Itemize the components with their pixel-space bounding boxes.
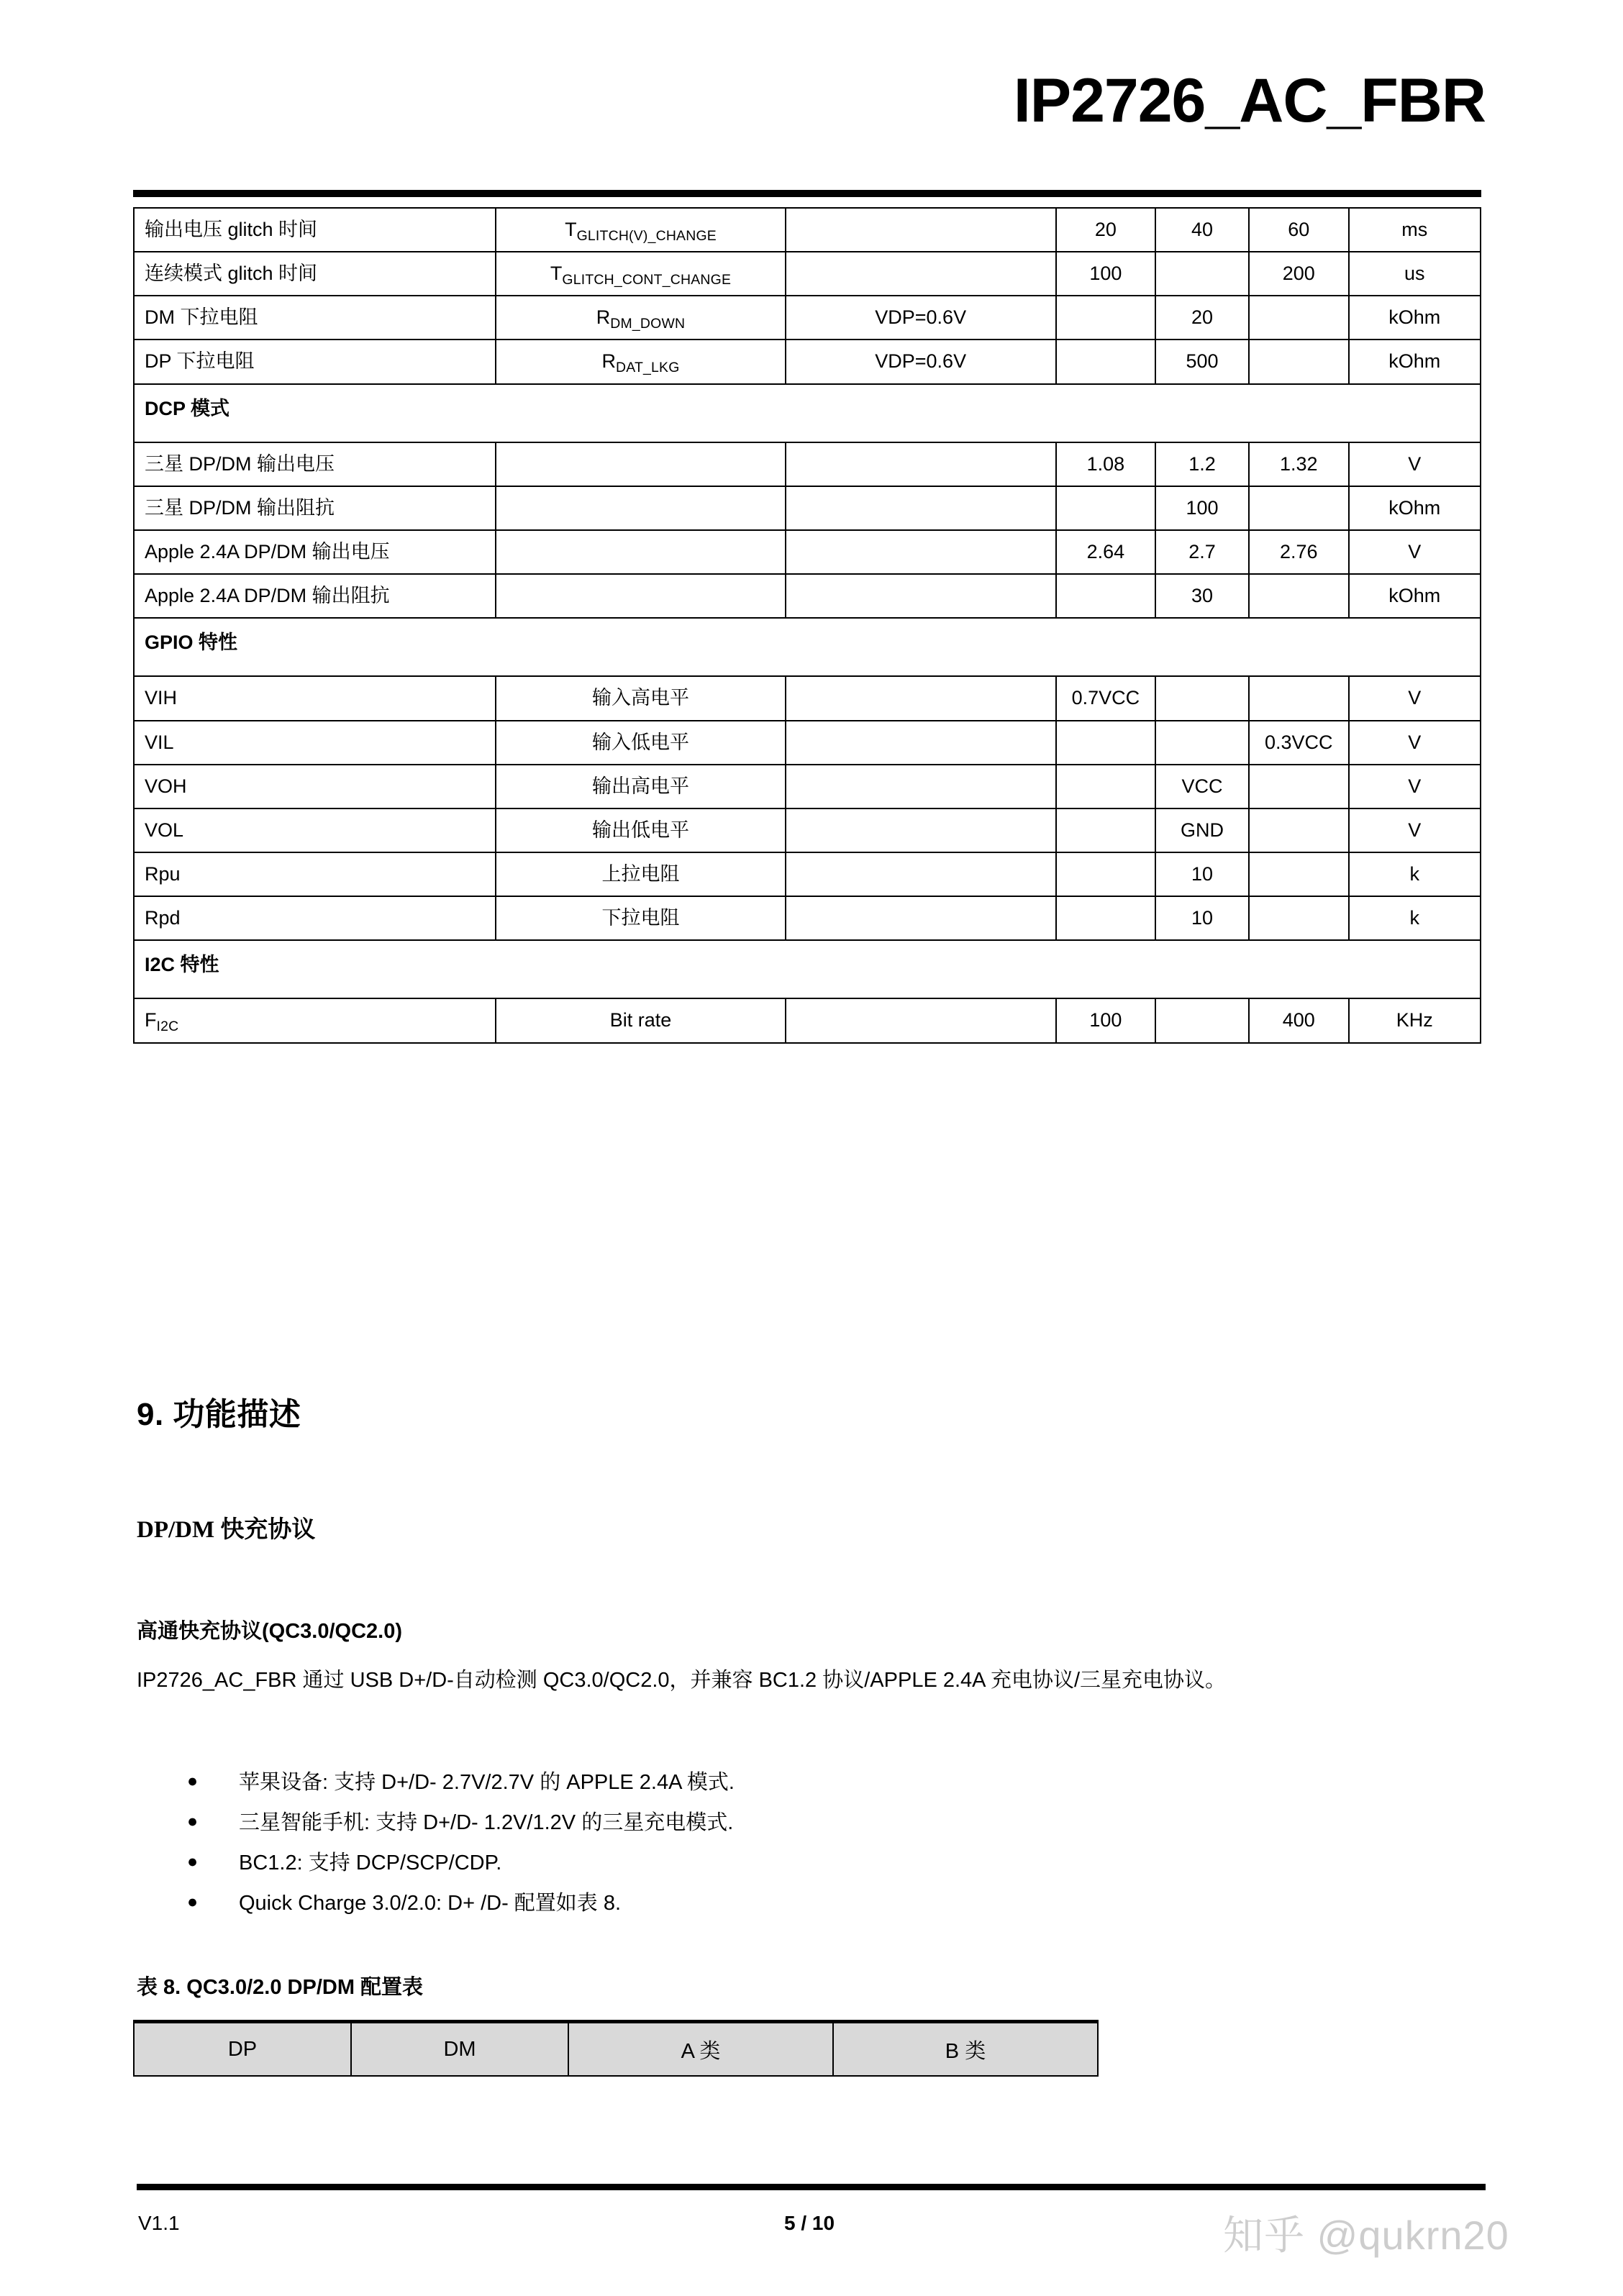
spec-table-row (134, 208, 1481, 252)
spec-unit: k (1349, 896, 1481, 940)
bullet-dot-icon: ● (187, 1851, 199, 1872)
spec-symbol: 下拉电阻 (496, 896, 786, 940)
spec-typ: 40 (1155, 208, 1249, 252)
spec-param-name: Apple 2.4A DP/DM 输出阻抗 (134, 574, 496, 618)
bullet-item (187, 1769, 1410, 1804)
header-rule (133, 190, 1481, 197)
spec-param-name: DM 下拉电阻 (134, 296, 496, 340)
spec-symbol (496, 340, 786, 383)
spec-unit: V (1349, 676, 1481, 720)
spec-min (1056, 852, 1156, 896)
spec-symbol (496, 530, 786, 574)
spec-symbol-subscript: DAT_LKG (615, 360, 680, 376)
spec-min (1056, 340, 1156, 383)
spec-condition (786, 442, 1056, 486)
spec-symbol-subscript: GLITCH_CONT_CHANGE (562, 271, 732, 288)
spec-max (1249, 852, 1349, 896)
spec-table-row (134, 998, 1481, 1042)
spec-symbol (496, 252, 786, 296)
spec-symbol: 输出低电平 (496, 808, 786, 852)
spec-max: 200 (1249, 252, 1349, 296)
spec-table-row (134, 442, 1481, 486)
spec-typ: 10 (1155, 852, 1249, 896)
spec-param-name: 输出电压 glitch 时间 (134, 208, 496, 252)
spec-table-row (134, 676, 1481, 720)
spec-table-row (134, 808, 1481, 852)
document-header (133, 68, 1486, 133)
bullet-text: Quick Charge 3.0/2.0: D+ /D- 配置如表 8. (239, 1892, 622, 1915)
spec-max: 60 (1249, 208, 1349, 252)
spec-typ (1155, 676, 1249, 720)
spec-typ: 2.7 (1155, 530, 1249, 574)
footer-version: V1.1 (138, 2212, 180, 2234)
spec-param-name: VIL (134, 721, 496, 765)
spec-table-row (134, 574, 1481, 618)
spec-param-name (134, 998, 496, 1042)
spec-min: 20 (1056, 208, 1156, 252)
spec-condition (786, 676, 1056, 720)
spec-max (1249, 765, 1349, 808)
spec-unit: k (1349, 852, 1481, 896)
spec-symbol-base: R (596, 306, 611, 329)
qc-table-header-cell: A 类 (568, 2022, 833, 2077)
spec-symbol (496, 296, 786, 340)
spec-symbol-subscript: GLITCH(V)_CHANGE (576, 227, 717, 244)
spec-table-row (134, 765, 1481, 808)
bullet-text: BC1.2: 支持 DCP/SCP/CDP. (239, 1851, 502, 1874)
spec-max: 1.32 (1249, 442, 1349, 486)
spec-param-name: VOL (134, 808, 496, 852)
spec-condition (786, 896, 1056, 940)
spec-typ: 1.2 (1155, 442, 1249, 486)
spec-section-label: I2C 特性 (134, 940, 1481, 998)
spec-symbol: Bit rate (496, 998, 786, 1042)
spec-min (1056, 296, 1156, 340)
bullet-text: 苹果设备: 支持 D+/D- 2.7V/2.7V 的 APPLE 2.4A 模式. (239, 1771, 735, 1794)
spec-table-row (134, 852, 1481, 896)
spec-typ (1155, 721, 1249, 765)
footer-page-number: 5 / 10 (783, 2212, 835, 2234)
qc-table-header-row (134, 2022, 1098, 2077)
spec-param-name: DP 下拉电阻 (134, 340, 496, 383)
section-heading-9: 9. 功能描述 (137, 1397, 301, 1432)
table8-caption: 表 8. QC3.0/2.0 DP/DM 配置表 (137, 1976, 424, 1999)
spec-unit: V (1349, 442, 1481, 486)
spec-condition (786, 574, 1056, 618)
spec-section-row (134, 384, 1481, 442)
spec-max (1249, 808, 1349, 852)
subheading-qc: 高通快充协议(QC3.0/QC2.0) (137, 1620, 402, 1643)
spec-symbol-subscript: DM_DOWN (610, 316, 686, 332)
spec-typ: 100 (1155, 486, 1249, 530)
spec-condition (786, 208, 1056, 252)
spec-param-name: VOH (134, 765, 496, 808)
spec-section-label: DCP 模式 (134, 384, 1481, 442)
spec-condition: VDP=0.6V (786, 340, 1056, 383)
footer-rule (137, 2184, 1486, 2190)
bullet-text: 三星智能手机: 支持 D+/D- 1.2V/1.2V 的三星充电模式. (239, 1811, 734, 1834)
feature-bullet-list (187, 1769, 1410, 1931)
qc-table-header-cell: B 类 (833, 2022, 1098, 2077)
spec-typ: 30 (1155, 574, 1249, 618)
spec-unit: kOhm (1349, 296, 1481, 340)
spec-min (1056, 896, 1156, 940)
spec-symbol: 输出高电平 (496, 765, 786, 808)
spec-table-body (134, 208, 1481, 1043)
spec-unit: V (1349, 721, 1481, 765)
spec-condition (786, 721, 1056, 765)
spec-typ: 500 (1155, 340, 1249, 383)
spec-unit: kOhm (1349, 340, 1481, 383)
spec-min (1056, 721, 1156, 765)
spec-param-name: 三星 DP/DM 输出阻抗 (134, 486, 496, 530)
spec-param-name: Apple 2.4A DP/DM 输出电压 (134, 530, 496, 574)
spec-unit: ms (1349, 208, 1481, 252)
spec-min: 100 (1056, 252, 1156, 296)
spec-unit: V (1349, 530, 1481, 574)
spec-condition (786, 852, 1056, 896)
spec-symbol-base: T (550, 263, 563, 285)
spec-max: 400 (1249, 998, 1349, 1042)
bullet-dot-icon: ● (187, 1771, 199, 1791)
spec-min: 2.64 (1056, 530, 1156, 574)
spec-table-row (134, 486, 1481, 530)
bullet-item (187, 1890, 1410, 1925)
spec-condition (786, 486, 1056, 530)
zhihu-watermark: 知乎 @qukrn20 (1223, 2213, 1509, 2258)
spec-min (1056, 486, 1156, 530)
electrical-spec-table (133, 207, 1481, 1044)
spec-param-name: Rpd (134, 896, 496, 940)
spec-param-name: Rpu (134, 852, 496, 896)
spec-min (1056, 574, 1156, 618)
spec-symbol-base: T (565, 219, 577, 240)
spec-min: 0.7VCC (1056, 676, 1156, 720)
spec-min (1056, 765, 1156, 808)
spec-condition (786, 530, 1056, 574)
spec-unit: kOhm (1349, 486, 1481, 530)
spec-section-label: GPIO 特性 (134, 618, 1481, 676)
spec-unit: V (1349, 765, 1481, 808)
spec-max (1249, 896, 1349, 940)
spec-symbol (496, 486, 786, 530)
spec-param-name-base: F (145, 1009, 157, 1031)
spec-condition (786, 765, 1056, 808)
qc-config-table (133, 2020, 1099, 2077)
spec-symbol: 输入低电平 (496, 721, 786, 765)
spec-typ: 20 (1155, 296, 1249, 340)
spec-min: 1.08 (1056, 442, 1156, 486)
spec-max (1249, 574, 1349, 618)
bullet-item (187, 1810, 1410, 1844)
spec-max (1249, 296, 1349, 340)
subheading-dpdm: DP/DM 快充协议 (137, 1517, 316, 1543)
spec-section-row (134, 940, 1481, 998)
spec-section-row (134, 618, 1481, 676)
spec-max (1249, 486, 1349, 530)
bullet-dot-icon: ● (187, 1892, 199, 1912)
qc-table-header-cell: DM (351, 2022, 568, 2077)
spec-typ: 10 (1155, 896, 1249, 940)
spec-table-row (134, 340, 1481, 383)
spec-table-row (134, 252, 1481, 296)
spec-table-row (134, 721, 1481, 765)
spec-condition (786, 808, 1056, 852)
spec-max (1249, 676, 1349, 720)
qc-paragraph: IP2726_AC_FBR 通过 USB D+/D-自动检测 QC3.0/QC2.0，并兼容 BC1.2 协议/APPLE 2.4A 充电协议/三星充电协议。 (137, 1669, 1227, 1692)
spec-param-name: 连续模式 glitch 时间 (134, 252, 496, 296)
spec-unit: V (1349, 808, 1481, 852)
bullet-item (187, 1850, 1410, 1885)
spec-typ: VCC (1155, 765, 1249, 808)
spec-symbol-base: R (601, 350, 616, 373)
spec-table-row (134, 296, 1481, 340)
qc-table-body (134, 2022, 1098, 2077)
spec-table-row (134, 896, 1481, 940)
spec-unit: KHz (1349, 998, 1481, 1042)
spec-condition (786, 252, 1056, 296)
spec-typ (1155, 252, 1249, 296)
spec-symbol (496, 208, 786, 252)
spec-unit: us (1349, 252, 1481, 296)
spec-symbol: 输入高电平 (496, 676, 786, 720)
spec-condition: VDP=0.6V (786, 296, 1056, 340)
spec-max: 2.76 (1249, 530, 1349, 574)
qc-table-header-cell: DP (134, 2022, 351, 2077)
spec-typ: GND (1155, 808, 1249, 852)
spec-table-row (134, 530, 1481, 574)
spec-condition (786, 998, 1056, 1042)
spec-symbol: 上拉电阻 (496, 852, 786, 896)
spec-param-name-subscript: I2C (156, 1019, 179, 1035)
spec-min: 100 (1056, 998, 1156, 1042)
spec-min (1056, 808, 1156, 852)
spec-symbol (496, 442, 786, 486)
spec-symbol (496, 574, 786, 618)
spec-param-name: VIH (134, 676, 496, 720)
spec-unit: kOhm (1349, 574, 1481, 618)
spec-typ (1155, 998, 1249, 1042)
spec-max (1249, 340, 1349, 383)
bullet-dot-icon: ● (187, 1811, 199, 1831)
spec-max: 0.3VCC (1249, 721, 1349, 765)
document-title: IP2726_AC_FBR (1013, 66, 1486, 135)
spec-param-name: 三星 DP/DM 输出电压 (134, 442, 496, 486)
